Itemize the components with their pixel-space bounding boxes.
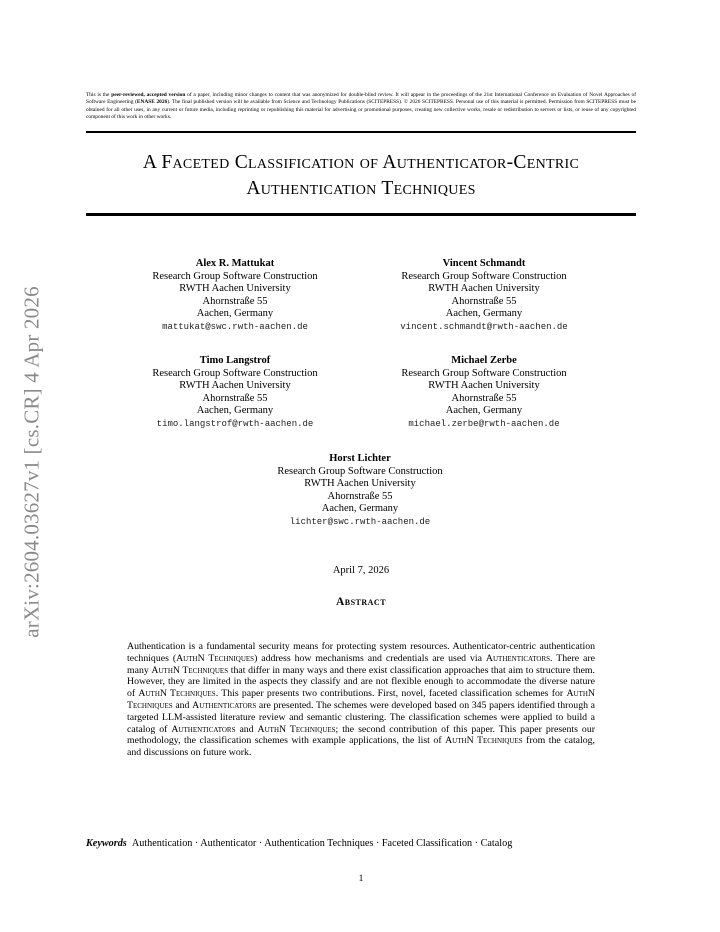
- author-email: timo.langstrof@rwth-aachen.de: [156, 418, 314, 429]
- abstract-heading: Abstract: [335, 596, 387, 608]
- author-affiliation: Research Group Software Construction: [152, 270, 318, 282]
- author-street: Ahornstraße 55: [202, 295, 268, 307]
- paper-title: [86, 150, 636, 202]
- author-university: RWTH Aachen University: [179, 380, 291, 392]
- author-name: Alex R. Mattukat: [195, 258, 275, 269]
- author-email: michael.zerbe@rwth-aachen.de: [408, 418, 560, 429]
- publication-notice: This is the peer-reviewed, accepted version of a paper, including minor changes to content that was anonymized for double-blind review. It will appear in the proceedings of the 21st International Conference on Evaluation of Novel Approaches of Software Engineering (ENASE 2026). The final published version will be available from Science and Technology Publications (SCITEPRESS). © 2026 SCITEPRESS. Personal use of this material is permitted. Permission from SCITEPRESS must be obtained for all other uses, in any current or future media, including reprinting or republishing this material for advertising or promotional purposes, creating new collective works, resale or redistribution to servers or lists, or reuse of any copyrighted component of this work in other works.: [86, 92, 637, 121]
- author-city: Aachen, Germany: [321, 503, 399, 515]
- author-university: RWTH Aachen University: [428, 283, 540, 295]
- author-university: RWTH Aachen University: [179, 283, 291, 295]
- arxiv-identifier: arXiv:2604.03627v1 [cs.CR] 4 Apr 2026: [19, 286, 44, 638]
- paper-date: April 7, 2026: [332, 565, 390, 576]
- title-line-1: A Faceted Classification of Authenticator-Centric: [142, 152, 580, 173]
- author-email: vincent.schmandt@rwth-aachen.de: [400, 321, 568, 332]
- author-name: Timo Langstrof: [199, 355, 271, 366]
- author-email: lichter@swc.rwth-aachen.de: [289, 516, 431, 527]
- author-university: RWTH Aachen University: [304, 478, 416, 490]
- author-name: Vincent Schmandt: [442, 258, 526, 269]
- author-block: [230, 453, 490, 529]
- author-affiliation: Research Group Software Construction: [152, 367, 318, 379]
- author-city: Aachen, Germany: [445, 308, 523, 320]
- keywords-line: [86, 838, 646, 849]
- author-city: Aachen, Germany: [196, 405, 274, 417]
- keywords-label: Keywords: [86, 838, 127, 849]
- author-street: Ahornstraße 55: [451, 392, 517, 404]
- keywords-list: Authentication · Authenticator · Authentication Techniques · Faceted Classification · Catalog: [131, 838, 513, 849]
- title-line-2: Authentication Techniques: [246, 178, 476, 199]
- title-rule: [86, 213, 636, 216]
- author-email: mattukat@swc.rwth-aachen.de: [162, 321, 308, 332]
- abstract-body: Authentication is a fundamental security means for protecting system resources. Authenticator-centric authentication techniques (AuthN Techniques) address how mechanisms and credentials are used via Authenticators. There are many AuthN Techniques that differ in many ways and there exist classification approaches that aim to structure them. However, they are limited in the aspects they classify and are not flexible enough to accommodate the diverse nature of AuthN Techniques. This paper presents two contributions. First, novel, faceted classification schemes for AuthN Techniques and Authenticators are presented. The schemes were developed based on 345 papers identified through a targeted LLM-assisted literature review and semantic clustering. The classification schemes were applied to build a catalog of Authenticators and AuthN Techniques; the second contribution of this paper. This paper presents our methodology, the classification schemes with example applications, the list of AuthN Techniques from the catalog, and discussions on future work.: [127, 641, 595, 759]
- author-block: [354, 355, 614, 431]
- author-affiliation: Research Group Software Construction: [401, 367, 567, 379]
- author-affiliation: Research Group Software Construction: [401, 270, 567, 282]
- author-university: RWTH Aachen University: [428, 380, 540, 392]
- notice-rule: [86, 131, 636, 133]
- author-affiliation: Research Group Software Construction: [277, 465, 443, 477]
- page-number: 1: [358, 874, 364, 884]
- author-street: Ahornstraße 55: [451, 295, 517, 307]
- arxiv-sidebar: [14, 262, 50, 662]
- author-city: Aachen, Germany: [196, 308, 274, 320]
- author-street: Ahornstraße 55: [327, 490, 393, 502]
- author-block: [354, 258, 614, 334]
- author-street: Ahornstraße 55: [202, 392, 268, 404]
- author-name: Horst Lichter: [329, 453, 391, 464]
- author-block: [105, 355, 365, 431]
- author-block: [105, 258, 365, 334]
- author-city: Aachen, Germany: [445, 405, 523, 417]
- author-name: Michael Zerbe: [451, 355, 517, 366]
